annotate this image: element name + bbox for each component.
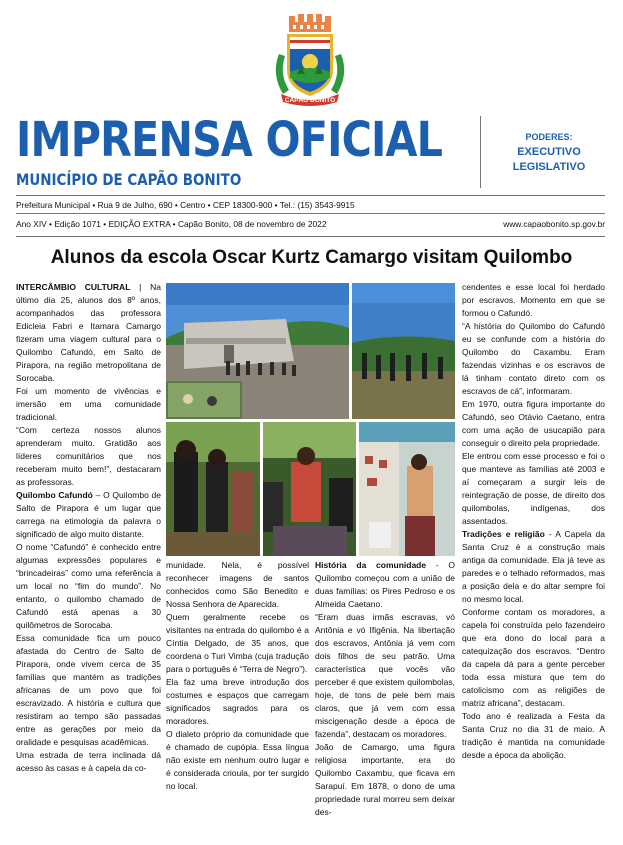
header-rule-top <box>16 195 605 196</box>
section-lead: Quilombo Cafundó <box>16 490 93 500</box>
masthead-title: IMPRENSA OFICIAL <box>16 112 443 168</box>
crest-banner-text: CAPÃO BONITO <box>284 97 336 104</box>
paragraph: Quem geralmente recebe os visitantes na entrada do quilombo é a Cíntia Delgado, de 35 anos, que coordena o Turi Vimba (cuja tradução para o português é “Terra de Negro”). <box>166 612 309 674</box>
powers-block <box>493 130 605 175</box>
photo-community-presentation <box>263 422 356 556</box>
paragraph: cendentes e esse local foi herdado por escravos. Momento em que se formou o Cafundó. <box>462 282 605 318</box>
paragraph: “Com certeza nossos alunos aprenderam muito. Gratidão aos líderes comunitários que nos receberam muito bem!”, destacaram as professoras. <box>16 425 161 487</box>
paragraph: “Eram duas irmãs escravas, vó Antônia e vó Ifigênia. Na libertação dos escravos, Antônia já vem com dois filhos de seu patrão. Uma característica que vocês vão perceber é que existem quilombolas, hoje, de tons de pele bem mais claros, que já vem com essa miscigenação desde a época de fazenda”, destacam os moradores. <box>315 612 455 739</box>
paragraph: O dialeto próprio da comunidade que é chamado de cupópia. Essa língua não existe em nenhum outro lugar e é considerada crioula, por ter surgido no local. <box>166 729 309 791</box>
paragraph-text: | Na último dia 25, alunos dos 8º anos, acompanhados das professora Edicleia Fabri e Itamara Camargo fizeram uma viagem cultural para o Quilombo Cafundó, em Salto de Pirapora, na região metropolitana de Sorocaba. <box>16 282 162 383</box>
paragraph: Ela faz uma breve introdução dos costumes e espaços que carregam significados sagrados para os moradores. <box>166 677 309 726</box>
section-lead: Tradições e religião <box>462 529 545 539</box>
paragraph-text: - O Quilombo começou com a união de duas famílias: os Pires Pedroso e os Almeida Caetano. <box>315 560 455 609</box>
paragraph: João de Camargo, uma figura religiosa importante, era do Quilombo Caxambu, que ficava em Sarapuí. Em 1878, o dono de uma propriedade rural morreu sem deixar des- <box>315 742 455 817</box>
powers-legislative: LEGISLATIVO <box>512 161 586 173</box>
powers-label: PODERES: <box>525 132 573 142</box>
paragraph-text: - A Capela da Santa Cruz é a construção mais antiga da comunidade. Ela já teve as paredes e o telhado reformados, mas a posição dela e do altar sempre foi no mesmo local. <box>462 529 605 604</box>
masthead-subtitle: MUNICÍPIO DE CAPÃO BONITO <box>16 170 242 189</box>
city-crest-logo <box>267 14 353 106</box>
photo-craft-stall <box>359 422 455 556</box>
article-column-4 <box>462 281 605 762</box>
paragraph: Ele entrou com esse processo e foi o que manteve as famílias até 2003 e aí começaram a surgir leis de reintegração de posse, de direito dos quilombolas, indígenas, dos assentados. <box>462 451 605 526</box>
photo-group-outdoors <box>352 283 455 419</box>
paragraph: Essa comunidade fica um pouco afastada do Centro de Salto de Pirapora, onde vivem cerca de 35 famílias que mantém as tradições africanas de um povo que foi escravizado. A história e cultura que resistiram ao tempo são passadas entre as gerações por meio da oralidade e pesquisas acadêmicas. <box>16 633 161 747</box>
paragraph: Foi um momento de vivências e imersão em uma comunidade tradicional. <box>16 386 161 422</box>
article-column-2 <box>166 559 309 793</box>
article-headline: Alunos da escola Oscar Kurtz Camargo visitam Quilombo <box>50 247 573 268</box>
section-lead: INTERCÂMBIO CULTURAL <box>16 282 131 292</box>
masthead-divider <box>480 116 481 188</box>
paragraph: “A história do Quilombo do Cafundó eu se confunde com a história do Quilombo do Caxambu. Eram fazendas vizinhas e os escravos de lá tinham contato direto com os escravos de cá”, informaram. <box>462 321 605 396</box>
paragraph: O nome “Cafundó” é conhecido entre algumas expressões populares e “brincadeiras” como uma referência a um local no “fim do mundo”. No entanto, o quilombo chamado de Cafundó está apenas a 30 quilômetros de Sorocaba. <box>16 542 161 630</box>
article-column-1 <box>16 281 161 775</box>
paragraph <box>315 559 455 611</box>
paragraph: Em 1970, outra figura importante do Cafundó, seo Otávio Caetano, entra com uma ação de usucapião para conseguir o direito pela propriedade. <box>462 399 605 448</box>
paragraph: munidade. Nela, é possível reconhecer imagens de santos conhecidos como São Benedito e Nossa Senhora de Aparecida. <box>166 560 309 609</box>
section-lead: História da comunidade <box>315 560 427 570</box>
article-column-3 <box>315 559 455 819</box>
paragraph <box>462 528 605 606</box>
website-link[interactable]: www.capaobonito.sp.gov.br <box>503 219 605 229</box>
photo-students-listening <box>166 422 260 556</box>
photo-group-at-building <box>166 283 349 419</box>
paragraph <box>16 281 161 385</box>
header-rule-bottom <box>16 236 605 237</box>
paragraph: Todo ano é realizada a Festa da Santa Cruz no dia 31 de maio. A tradição é mantida na comunidade desde a época da abolição. <box>462 711 605 760</box>
edition-line: Ano XIV • Edição 1071 • EDIÇÃO EXTRA • Capão Bonito, 08 de novembro de 2022 <box>16 219 327 229</box>
address-line: Prefeitura Municipal • Rua 9 de Julho, 690 • Centro • CEP 18300-900 • Tel.: (15) 3543-9915 <box>16 200 355 210</box>
powers-executive: EXECUTIVO <box>517 146 581 158</box>
header-rule-middle <box>16 213 605 214</box>
paragraph: Uma estrada de terra inclinada dá acesso às casas e à capela da co- <box>16 750 161 773</box>
paragraph-text: – O Quilombo de Salto de Pirapora é um lugar que carrega na etimologia da palavra o significado de algo muito distante. <box>16 490 161 539</box>
paragraph <box>16 489 161 541</box>
paragraph: Conforme contam os moradores, a capela foi construída pelo fazendeiro que era dono do local para a catequização dos escravos. “Dentro da capela dá para a gente perceber toda essa mistura que tem do catolicismo com as religiões de matriz africana”, destacam. <box>462 607 605 708</box>
